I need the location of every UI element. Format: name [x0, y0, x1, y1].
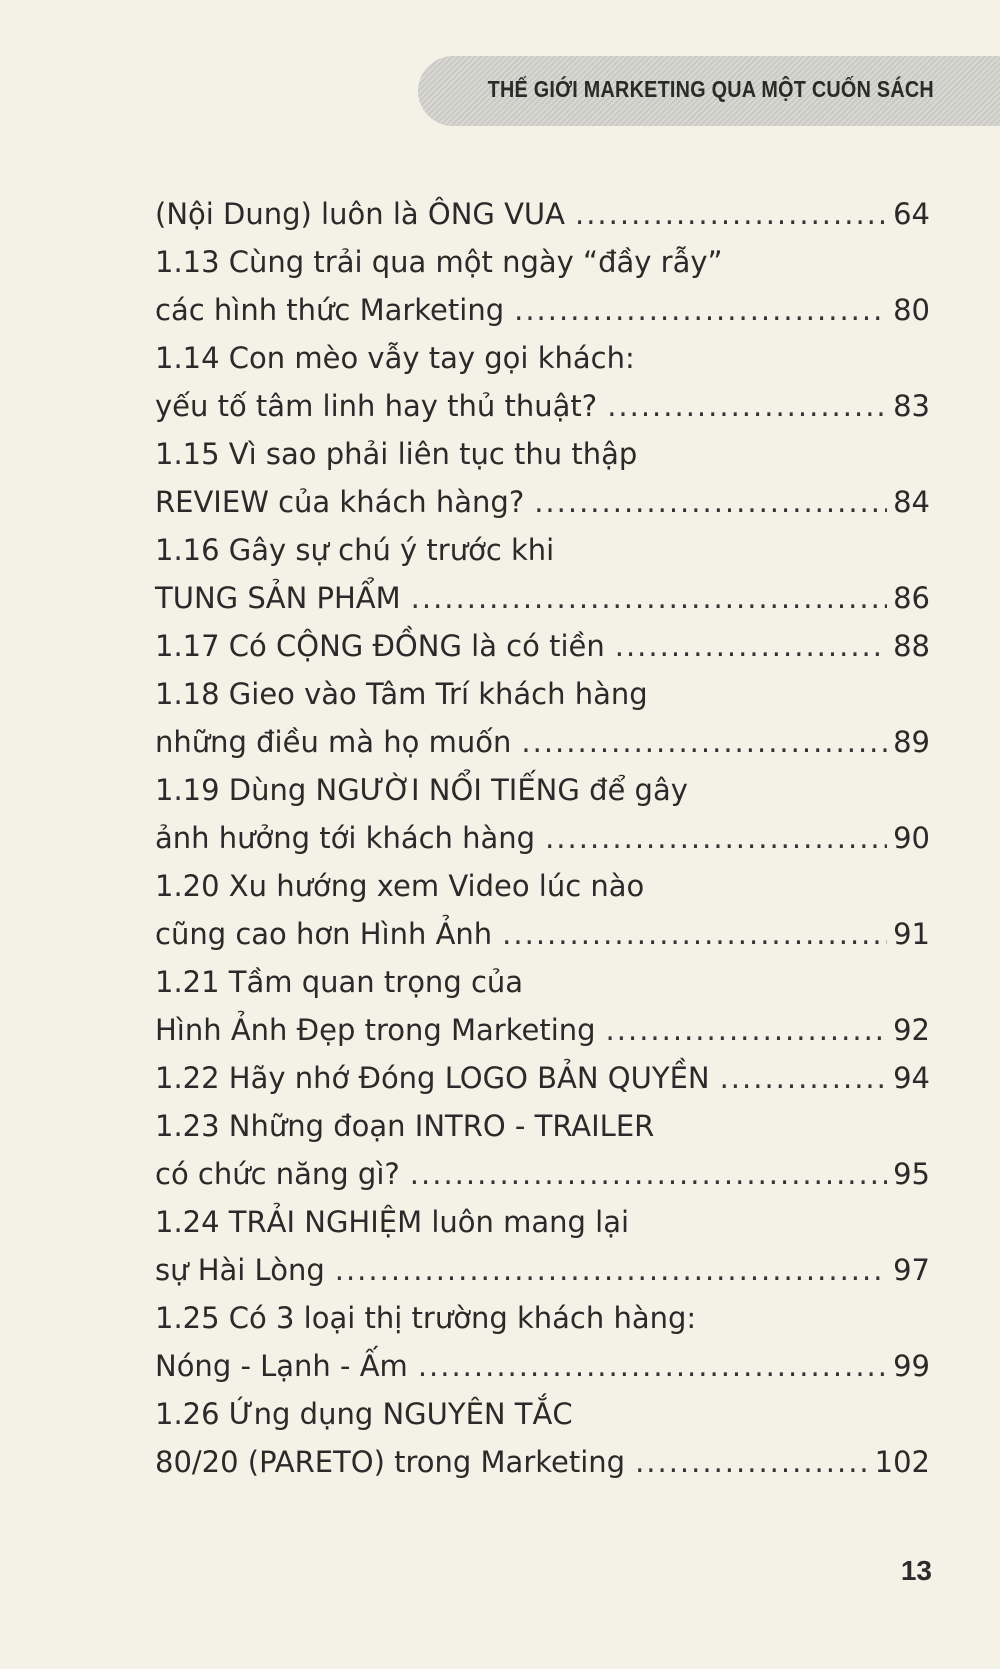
dot-leader [720, 1054, 888, 1102]
toc-entry-page: 99 [893, 1349, 930, 1383]
dot-leader [635, 1438, 869, 1486]
toc-entry-page: 88 [893, 629, 930, 663]
toc-entry-title: 80/20 (PARETO) trong Marketing [155, 1445, 626, 1479]
toc-line [155, 1198, 930, 1246]
toc-entry-page: 83 [893, 389, 930, 423]
dot-leader [534, 478, 887, 526]
running-header-title: THẾ GIỚI MARKETING QUA MỘT CUỐN SÁCH [487, 76, 934, 102]
toc-line [155, 1054, 930, 1102]
toc-line [155, 718, 930, 766]
toc-line [155, 1390, 930, 1438]
toc-entry-title: 1.19 Dùng NGƯỜI NỔI TIẾNG để gây [155, 773, 688, 807]
toc-entry-title: 1.17 Có CỘNG ĐỒNG là có tiền [155, 629, 605, 663]
toc-line [155, 1438, 930, 1486]
toc-entry-title: Nóng - Lạnh - Ấm [155, 1349, 408, 1383]
toc-line [155, 1342, 930, 1390]
toc-entry-title: Hình Ảnh Đẹp trong Marketing [155, 1013, 596, 1047]
toc-entry-page: 95 [893, 1157, 930, 1191]
toc-line [155, 814, 930, 862]
toc-line [155, 1102, 930, 1150]
dot-leader [607, 382, 887, 430]
toc-line [155, 382, 930, 430]
toc-line [155, 670, 930, 718]
toc-line [155, 430, 930, 478]
dot-leader [514, 286, 887, 334]
toc-entry-title: ảnh hưởng tới khách hàng [155, 821, 536, 855]
dot-leader [410, 1150, 887, 1198]
toc-entry-title: REVIEW của khách hàng? [155, 485, 525, 519]
toc-entry-page: 97 [893, 1253, 930, 1287]
toc-line [155, 526, 930, 574]
toc-line [155, 286, 930, 334]
dot-leader [575, 190, 887, 238]
toc-line [155, 766, 930, 814]
toc-line [155, 958, 930, 1006]
toc-line [155, 1294, 930, 1342]
toc-entry-title: yếu tố tâm linh hay thủ thuật? [155, 389, 598, 423]
toc-line [155, 190, 930, 238]
toc-line [155, 478, 930, 526]
dot-leader [411, 574, 887, 622]
toc-entry-title: 1.23 Những đoạn INTRO - TRAILER [155, 1109, 655, 1143]
toc-entry-title: (Nội Dung) luôn là ÔNG VUA [155, 197, 565, 231]
toc-line [155, 574, 930, 622]
table-of-contents [155, 190, 930, 1486]
toc-entry-title: 1.24 TRẢI NGHIỆM luôn mang lại [155, 1205, 630, 1239]
toc-entry-page: 86 [893, 581, 930, 615]
toc-entry-title: sự Hài Lòng [155, 1253, 325, 1287]
toc-entry-title: 1.14 Con mèo vẫy tay gọi khách: [155, 341, 635, 375]
dot-leader [521, 718, 887, 766]
toc-entry-page: 92 [893, 1013, 930, 1047]
toc-entry-title: 1.21 Tầm quan trọng của [155, 965, 524, 999]
toc-entry-page: 90 [893, 821, 930, 855]
dot-leader [615, 622, 887, 670]
page-number: 13 [900, 1555, 932, 1586]
dot-leader [418, 1342, 887, 1390]
toc-line [155, 910, 930, 958]
toc-entry-title: 1.13 Cùng trải qua một ngày “đầy rẫy” [155, 245, 723, 279]
toc-entry-title: 1.16 Gây sự chú ý trước khi [155, 533, 555, 567]
dot-leader [335, 1246, 887, 1294]
dot-leader [606, 1006, 888, 1054]
toc-entry-title: 1.26 Ứng dụng NGUYÊN TẮC [155, 1397, 573, 1431]
toc-line [155, 862, 930, 910]
toc-entry-title: những điều mà họ muốn [155, 725, 512, 759]
toc-line [155, 238, 930, 286]
toc-entry-title: 1.20 Xu hướng xem Video lúc nào [155, 869, 645, 903]
toc-line [155, 622, 930, 670]
toc-entry-page: 89 [893, 725, 930, 759]
toc-entry-page: 102 [874, 1445, 930, 1479]
toc-line [155, 1246, 930, 1294]
toc-entry-page: 94 [893, 1061, 930, 1095]
toc-entry-title: các hình thức Marketing [155, 293, 505, 327]
toc-entry-title: 1.25 Có 3 loại thị trường khách hàng: [155, 1301, 697, 1335]
toc-entry-page: 64 [893, 197, 930, 231]
toc-entry-title: có chức năng gì? [155, 1157, 400, 1191]
dot-leader [545, 814, 887, 862]
toc-entry-page: 84 [893, 485, 930, 519]
toc-entry-page: 91 [893, 917, 930, 951]
toc-entry-title: TUNG SẢN PHẨM [155, 581, 401, 615]
toc-line [155, 1150, 930, 1198]
toc-entry-title: 1.15 Vì sao phải liên tục thu thập [155, 437, 638, 471]
toc-line [155, 334, 930, 382]
toc-entry-title: 1.22 Hãy nhớ Đóng LOGO BẢN QUYỀN [155, 1061, 710, 1095]
toc-entry-title: 1.18 Gieo vào Tâm Trí khách hàng [155, 677, 648, 711]
toc-entry-title: cũng cao hơn Hình Ảnh [155, 917, 493, 951]
dot-leader [502, 910, 887, 958]
toc-line [155, 1006, 930, 1054]
toc-entry-page: 80 [893, 293, 930, 327]
